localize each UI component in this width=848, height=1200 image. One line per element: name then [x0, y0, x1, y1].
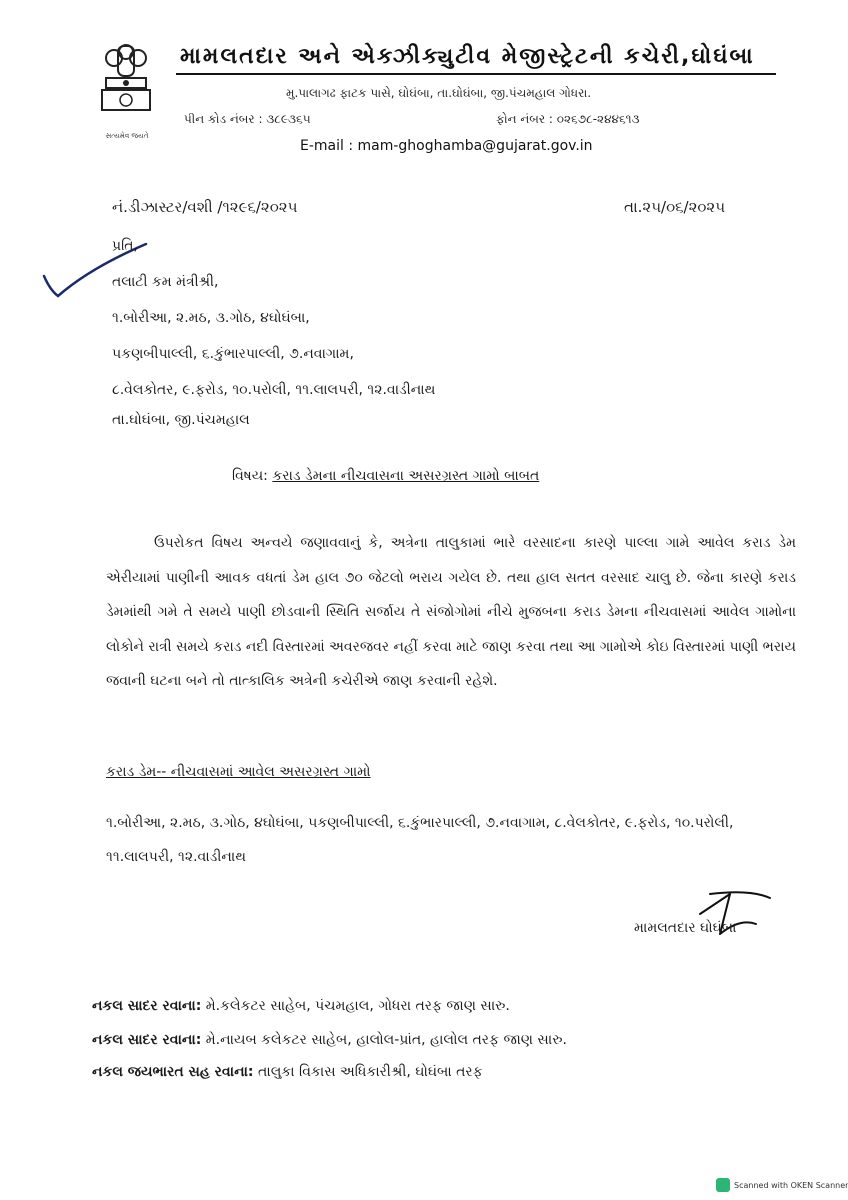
copy-recipient: મે.કલેકટર સાહેબ, પંચમહાલ, ગોધરા તરફ જાણ સારુ. — [201, 998, 510, 1014]
addressee-line-5: તા.ઘોઘંબા, જી.પંચમહાલ — [112, 412, 250, 428]
title-underline — [176, 73, 776, 75]
copy-recipient: મે.નાયબ કલેકટર સાહેબ, હાલોલ-પ્રાંત, હાલોલ તરફ જાણ સારુ. — [201, 1032, 567, 1048]
email-address: E-mail : mam-ghoghamba@gujarat.gov.in — [300, 138, 593, 154]
signatory: મામલતદાર ઘોઘંબા — [634, 920, 737, 936]
pincode: પીન કોડ નંબર : ૩૮૯૩૬૫ — [184, 112, 311, 126]
scanner-logo-icon — [716, 1178, 730, 1192]
subject-text: કરાડ ડેમના નીચવાસના અસરગ્રસ્ત ગામો બાબત — [272, 468, 540, 484]
addressee-line-1: તલાટી કમ મંત્રીશ્રી, — [112, 274, 219, 290]
addressee-prati: પ્રતિ, — [112, 238, 138, 254]
state-emblem-icon — [96, 40, 156, 120]
office-address: મુ.પાલાગઢ ફાટક પાસે, ઘોઘંબા, તા.ઘોઘંબા, જી.પંચમહાલ ગોધરા. — [286, 86, 592, 100]
subject-label: વિષય: — [232, 468, 268, 484]
copy-line-3 — [92, 1064, 483, 1080]
addressee-line-4: ૮.વેલકોતર, ૯.ફરોડ, ૧૦.પરોલી, ૧૧.લાલપરી, ૧૨.વાડીનાથ — [112, 382, 436, 398]
affected-villages-list: ૧.બોરીઆ, ૨.મઠ, ૩.ગોઠ, ૪ઘોઘંબા, ૫કણબીપાલ્લી, ૬.કુંભારપાલ્લી, ૭.નવાગામ, ૮.વેલકોતર, ૯.ફરોડ, ૧૦.પરોલી, ૧૧.લાલપરી, ૧૨.વાડીનાથ — [106, 815, 734, 865]
scanner-watermark — [716, 1178, 848, 1192]
subject-line — [232, 468, 539, 484]
addressee-line-2: ૧.બોરીઆ, ૨.મઠ, ૩.ગોઠ, ૪ઘોઘંબા, — [112, 310, 310, 326]
reference-number: નં.ડીઝાસ્ટર/વશી /૧૨૯૬/૨૦૨૫ — [112, 198, 298, 216]
office-title: મામલતદાર અને એક્ઝીક્યુટીવ મેજીસ્ટ્રેટની કચેરી,ઘોઘંબા — [180, 44, 755, 69]
copy-line-1 — [92, 998, 510, 1014]
phone-number: ફોન નંબર : ૦૨૬૭૮-૨૪૪૬૧૩ — [496, 112, 640, 126]
copy-label: નકલ જયભારત સહ રવાના: — [92, 1064, 254, 1080]
body-paragraph: ઉપરોકત વિષય અન્વયે જણાવવાનું કે, અત્રેના તાલુકામાં ભારે વરસાદના કારણે પાલ્લા ગામે આવેલ કરાડ ડેમ એરીયામાં પાણીની આવક વધતાં ડેમ હાલ ૭૦ જેટલો ભરાય ગયેલ છે. તથા હાલ સતત વરસાદ ચાલુ છે. જેના કારણે કરાડ ડેમમાંથી ગમે તે સમયે પાણી છોડવાની સ્થિતિ સર્જાય તે સંજોગોમાં નીચે મુજબના કરાડ ડેમના નીચવાસમાં આવેલ ગામોના લોકોને રાત્રી સમયે કરાડ નદી વિસ્તારમાં અવરજવર નહીં કરવા માટે જાણ કરવા તથા આ ગામોએ કોઇ વિસ્તારમાં પાણી ભરાય જવાની ઘટના બને તો તાત્કાલિક અત્રેની કચેરીએ જાણ કરવાની રહેશે. — [106, 535, 796, 689]
affected-villages-heading: કરાડ ડેમ-- નીચવાસમાં આવેલ અસરગ્રસ્ત ગામો — [106, 764, 371, 780]
emblem-caption: સત્યમેવ જયતે — [105, 132, 149, 140]
reference-date: તા.૨૫/૦૬/૨૦૨૫ — [624, 198, 726, 216]
addressee-line-3: ૫કણબીપાલ્લી, ૬.કુંભારપાલ્લી, ૭.નવાગામ, — [112, 346, 354, 362]
scanner-note: Scanned with OKEN Scanner — [734, 1180, 848, 1190]
copy-recipient: તાલુકા વિકાસ અધિકારીશ્રી, ઘોઘંબા તરફ — [253, 1064, 483, 1080]
copy-label: નકલ સાદર રવાના: — [92, 998, 202, 1014]
copy-label: નકલ સાદર રવાના: — [92, 1032, 202, 1048]
copy-line-2 — [92, 1032, 567, 1048]
